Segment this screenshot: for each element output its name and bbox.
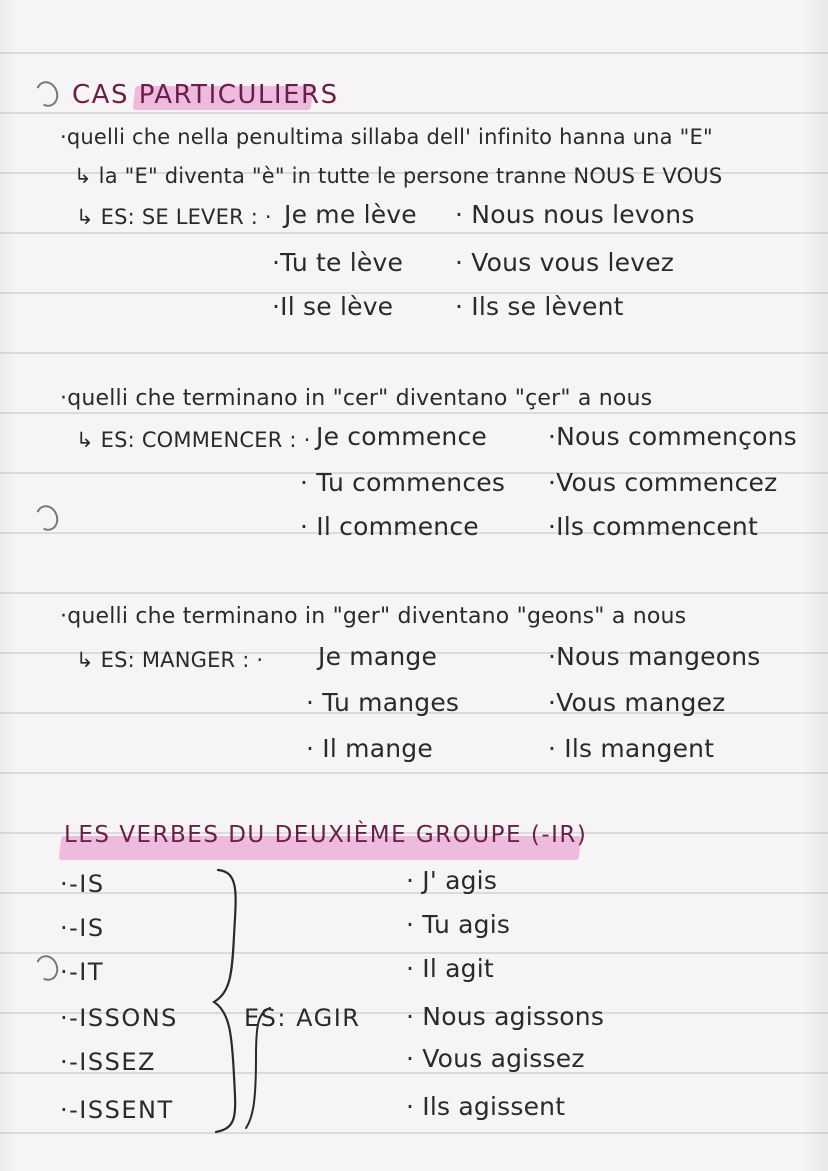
rule-cer-left-3: · Il commence (300, 512, 479, 541)
ending-1: ·-IS (60, 870, 105, 898)
binder-hole-bottom (32, 952, 62, 984)
rule-e-left-3: ·Il se lève (272, 292, 394, 321)
agir-4: · Nous agissons (406, 1002, 605, 1031)
rule-e-left-2: ·Tu te lève (272, 248, 404, 277)
rule-e-right-1: · Nous nous levons (455, 200, 695, 229)
rule-e-right-2: · Vous vous levez (455, 248, 675, 277)
rule-ger-left-2: · Tu manges (306, 688, 460, 717)
rule-ger-intro: ·quelli che terminano in "ger" diventano "geons" a nous (60, 604, 687, 629)
ending-2: ·-IS (60, 914, 105, 942)
rule-cer-right-1: ·Nous commençons (548, 422, 797, 451)
binder-hole-top (32, 78, 62, 110)
rule-cer-left-1: Je commence (316, 422, 487, 451)
rule-ger-right-2: ·Vous mangez (548, 688, 726, 717)
rule-ger-left-1: Je mange (318, 642, 438, 671)
rule-cer-intro: ·quelli che terminano in "cer" diventano "çer" a nous (60, 386, 653, 411)
rule-ger-left-3: · Il mange (306, 734, 433, 763)
ending-6: ·-ISSENT (60, 1096, 174, 1124)
rule-cer-example-label: ↳ ES: COMMENCER : · (76, 428, 311, 452)
rule-ger-example-label: ↳ ES: MANGER : · (76, 648, 264, 672)
second-group-title: LES VERBES DU DEUXIÈME GROUPE (-IR) (64, 822, 588, 848)
ending-4: ·-ISSONS (60, 1004, 178, 1032)
brace-icon (200, 866, 280, 1134)
rule-ger-right-3: · Ils mangent (548, 734, 715, 763)
agir-3: · Il agit (406, 954, 494, 983)
rule-cer-left-2: · Tu commences (300, 468, 506, 497)
rule-e-example-label: ↳ ES: SE LEVER : · (76, 205, 272, 229)
rule-cer-right-2: ·Vous commencez (548, 468, 778, 497)
ending-5: ·-ISSEZ (60, 1048, 156, 1076)
rule-cer-right-3: ·Ils commencent (548, 512, 758, 541)
agir-1: · J' agis (406, 866, 498, 895)
agir-5: · Vous agissez (406, 1044, 585, 1073)
rule-e-right-3: · Ils se lèvent (455, 292, 624, 321)
rule-e-arrow: ↳ la "E" diventa "è" in tutte le persone tranne NOUS E VOUS (74, 164, 723, 188)
rule-e-left-1: Je me lève (284, 200, 417, 229)
ending-3: ·-IT (60, 958, 105, 986)
section-title: CAS PARTICULIERS (72, 80, 339, 110)
agir-6: · Ils agissent (406, 1092, 566, 1121)
rule-ger-right-1: ·Nous mangeons (548, 642, 761, 671)
rule-e-intro: ·quelli che nella penultima sillaba dell' infinito hanna una "E" (60, 125, 713, 149)
binder-hole-middle (32, 502, 62, 534)
agir-2: · Tu agis (406, 910, 511, 939)
example-agir-label: ES: AGIR (244, 1004, 361, 1032)
